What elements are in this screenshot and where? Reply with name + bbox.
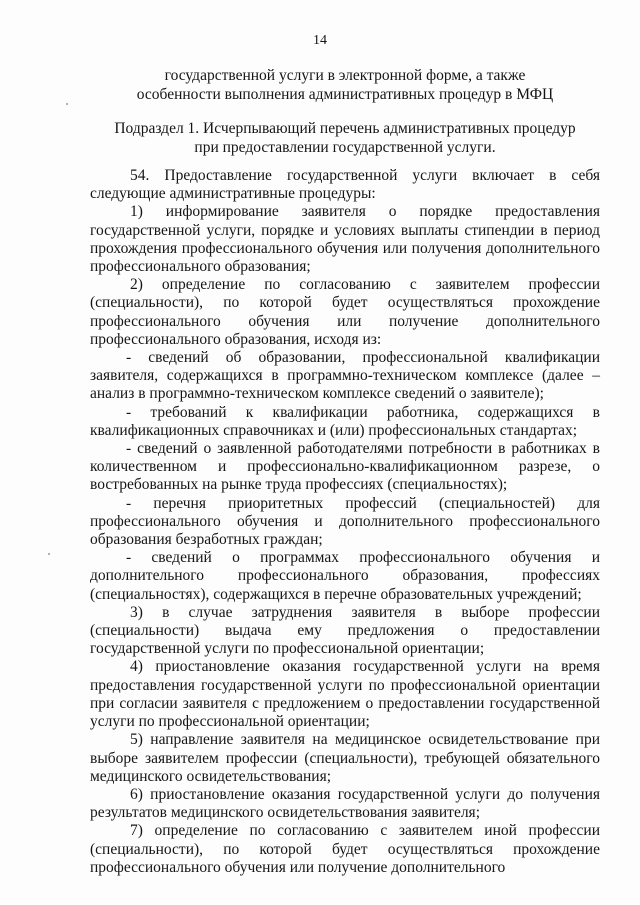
sub-item-priority-list: - перечня приоритетных профессий (специальностей) для профессионального обучения и дополнительного профессионального образования безработных граждан; — [90, 494, 600, 549]
list-item-3: 3) в случае затруднения заявителя в выборе профессии (специальности) выдача ему предложения о предоставлении государственной услуги по профессиональной ориентации; — [90, 603, 600, 658]
list-item-7: 7) определение по согласованию с заявителем иной профессии (специальности), по которой будет осуществляться прохождение профессионального обучения или получение дополнительного — [90, 822, 600, 876]
body-text — [90, 167, 600, 877]
list-item-5: 5) направление заявителя на медицинское освидетельствование при выборе заявителем профессии (специальности), требующей обязательного медицинского освидетельствования; — [90, 731, 600, 785]
section-heading-line: государственной услуги в электронной форме, а также — [164, 67, 526, 84]
page-number: 14 — [313, 33, 327, 48]
sub-item-employer-demand: - сведений о заявленной работодателями потребности в работниках в количественном и профессионально-квалификационном разрезе, о востребованных на рынке труда профессиях (специальностях); — [90, 440, 600, 494]
sub-item-programs: - сведений о программах профессионального обучения и дополнительного профессионального образования, профессиях (специальностях), содержащихся в перечне образовательных учреждений; — [90, 549, 600, 603]
list-item-4: 4) приостановление оказания государственной услуги на время предоставления государственной услуги по профессиональной ориентации при согласии заявителя с предложением о предоставлении государственной услуги по профессиональной ориентации; — [90, 658, 600, 731]
list-item-6: 6) приостановление оказания государственной услуги до получения результатов медицинского освидетельствования заявителя; — [90, 785, 600, 822]
section-heading-line: особенности выполнения административных процедур в МФЦ — [136, 86, 554, 103]
list-item-2: 2) определение по согласованию с заявителем профессии (специальности), по которой будет осуществляться прохождение профессионального обучения или получение дополнительного профессионального образования, исходя из: — [90, 276, 600, 348]
scan-speck — [66, 103, 68, 105]
paragraph-item-54: 54. Предоставление государственной услуги включает в себя следующие административные процедуры: — [90, 167, 600, 203]
section-heading — [90, 66, 600, 104]
subsection-heading — [90, 119, 600, 157]
subsection-heading-line: при предоставлении государственной услуги. — [194, 139, 496, 156]
sub-item-requirements: - требований к квалификации работника, содержащихся в квалификационных справочниках и (или) профессиональных стандартах; — [90, 403, 600, 439]
sub-item-education: - сведений об образовании, профессиональной квалификации заявителя, содержащихся в программно-техническом комплексе (далее – анализ в программно-техническом комплексе сведений о заявителе); — [90, 349, 600, 403]
scan-speck — [48, 553, 50, 555]
list-item-1: 1) информирование заявителя о порядке предоставления государственной услуги, порядке и условиях выплаты стипендии в период прохождения профессионального обучения или получения дополнительного профессионального образования; — [90, 203, 600, 276]
subsection-heading-line: Подраздел 1. Исчерпывающий перечень административных процедур — [114, 120, 576, 137]
